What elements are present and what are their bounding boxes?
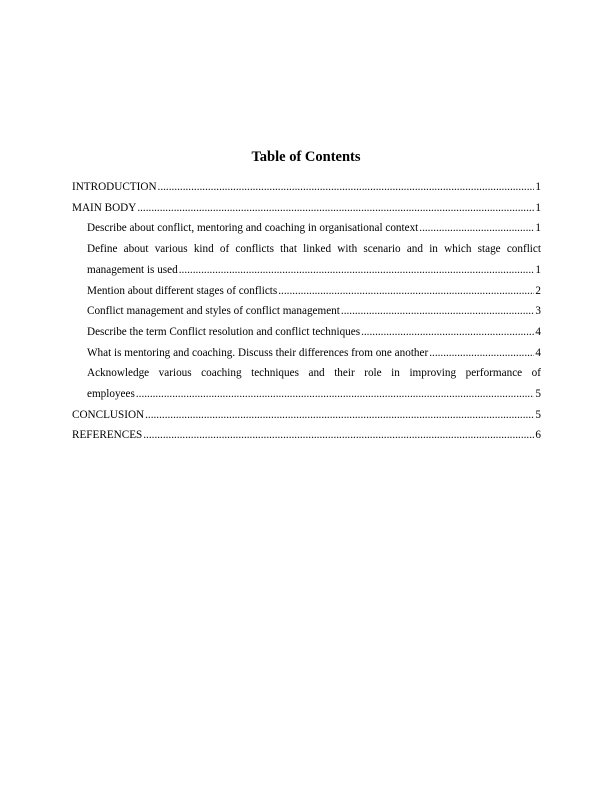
toc-entry-conflict-resolution[interactable] (72, 322, 541, 343)
toc-entry-stages-of-conflicts[interactable] (72, 281, 541, 302)
toc-entry-mentoring-and-coaching[interactable] (72, 343, 541, 364)
table-of-contents (72, 177, 541, 446)
toc-page-number: 4 (535, 346, 541, 359)
toc-entry-text: Describe the term Conflict resolution and conflict techniques (87, 325, 361, 338)
toc-page-number: 3 (535, 305, 541, 318)
toc-entry-text: Mention about different stages of conflicts (87, 284, 278, 297)
toc-entry-conclusion[interactable] (72, 405, 541, 426)
dot-leader (429, 343, 534, 364)
toc-page-number: 1 (535, 263, 541, 276)
toc-entry-text: REFERENCES (72, 429, 143, 442)
dot-leader (278, 281, 534, 302)
toc-entry-text-line2: management is used (87, 263, 178, 276)
toc-entry-text: Conflict management and styles of conflict management (87, 305, 340, 318)
toc-entry-introduction[interactable] (72, 177, 541, 198)
toc-entry-text: INTRODUCTION (72, 181, 157, 193)
toc-entry-text: What is mentoring and coaching. Discuss their differences from one another (87, 346, 429, 359)
toc-entry-text-line2: employees (87, 388, 135, 401)
toc-entry-text-line1: Acknowledge various coaching techniques and their role in improving performance of (87, 367, 541, 380)
toc-page-number: 5 (535, 388, 541, 401)
toc-entry-text-line1: Define about various kind of conflicts that linked with scenario and in which stage conflict (87, 243, 541, 256)
toc-entry-text: Describe about conflict, mentoring and coaching in organisational context (87, 222, 419, 235)
toc-entry-text: CONCLUSION (72, 408, 145, 421)
toc-entry-coaching-techniques[interactable] (72, 363, 541, 404)
toc-entry-conflict-mentoring-coaching[interactable] (72, 218, 541, 239)
dot-leader (158, 177, 535, 198)
toc-page-number: 2 (535, 284, 541, 297)
dot-leader (145, 405, 534, 426)
dot-leader (361, 322, 534, 343)
toc-page-number: 1 (535, 201, 541, 214)
toc-page-number: 6 (535, 429, 541, 442)
toc-entry-conflict-management-styles[interactable] (72, 301, 541, 322)
toc-entry-references[interactable] (72, 425, 541, 446)
toc-page-number: 1 (535, 181, 541, 193)
toc-page-number: 5 (535, 408, 541, 421)
toc-entry-kinds-of-conflicts[interactable] (72, 239, 541, 280)
toc-page-number: 4 (535, 325, 541, 338)
dot-leader (341, 301, 535, 322)
toc-entry-main-body[interactable] (72, 198, 541, 219)
toc-title: Table of Contents (251, 149, 361, 165)
dot-leader (179, 260, 535, 281)
dot-leader (419, 218, 534, 239)
toc-entry-text: MAIN BODY (72, 201, 137, 214)
dot-leader (143, 425, 534, 446)
dot-leader (136, 384, 535, 405)
toc-page-number: 1 (535, 222, 541, 235)
dot-leader (137, 198, 534, 219)
